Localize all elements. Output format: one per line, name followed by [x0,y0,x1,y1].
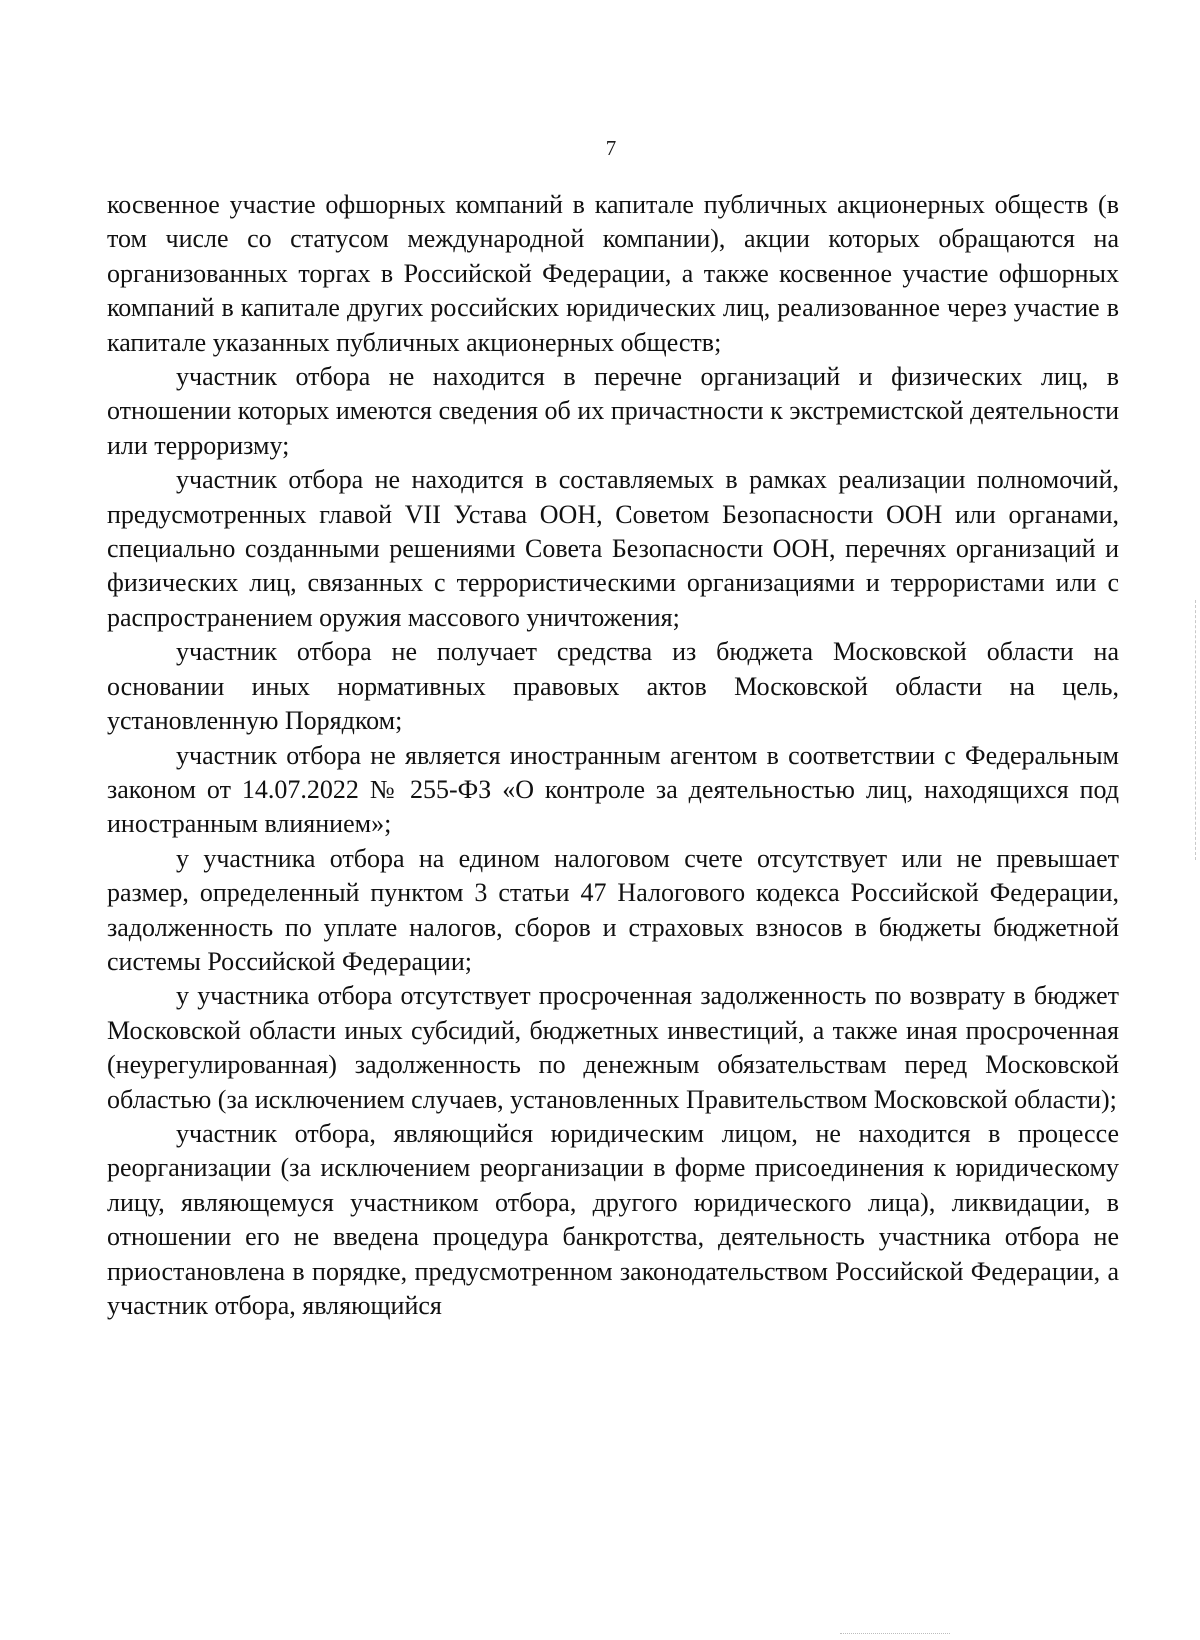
paragraph-1: косвенное участие офшорных компаний в капитале публичных акционерных обществ (в том числе со статусом международной компании), акции которых обращаются на организованных торгах в Российской Федерации, а также косвенное участие офшорных компаний в капитале других российских юридических лиц, реализованное через участие в капитале указанных публичных акционерных обществ; [107,190,1119,357]
paragraph-8: участник отбора, являющийся юридическим лицом, не находится в процессе реорганизации (за исключением реорганизации в форме присоединения к юридическому лицу, являющемуся участником отбора, другого юридического лица), ликвидации, в отношении его не введена процедура банкротства, деятельность участника отбора не приостановлена в порядке, предусмотренном законодательством Российской Федерации, а участник отбора, являющийся [107,1118,1119,1320]
paragraph-3: участник отбора не находится в составляемых в рамках реализации полномочий, предусмотренных главой VII Устава ООН, Советом Безопасности ООН или органами, специально созданными решениями Совета Безопасности ООН, перечнях организаций и физических лиц, связанных с террористическими организациями и террористами или с распространением оружия массового уничтожения; [107,465,1119,632]
paragraph-5: участник отбора не является иностранным агентом в соответствии с Федеральным законом от 14.07.2022 № 255-ФЗ «О контроле за деятельностью лиц, находящихся под иностранным влиянием»; [107,740,1119,839]
page-number: 7 [605,136,617,160]
paragraph-4: участник отбора не получает средства из бюджета Московской области на основании иных нормативных правовых актов Московской области на цель, установленную Порядком; [107,637,1119,736]
scan-bottom-mark [840,1632,950,1634]
paragraph-2: участник отбора не находится в перечне организаций и физических лиц, в отношении которых имеются сведения об их причастности к экстремистской деятельности или терроризму; [107,362,1119,460]
document-body [107,188,1119,1323]
scan-edge-mark [1194,600,1196,860]
paragraph-7: у участника отбора отсутствует просроченная задолженность по возврату в бюджет Московской области иных субсидий, бюджетных инвестиций, а также иная просроченная (неурегулированная) задолженность по денежным обязательствам перед Московской областью (за исключением случаев, установленных Правительством Московской области); [107,981,1119,1114]
paragraph-6: у участника отбора на едином налоговом счете отсутствует или не превышает размер, определенный пунктом 3 статьи 47 Налогового кодекса Российской Федерации, задолженность по уплате налогов, сборов и страховых взносов в бюджеты бюджетной системы Российской Федерации; [107,843,1119,976]
